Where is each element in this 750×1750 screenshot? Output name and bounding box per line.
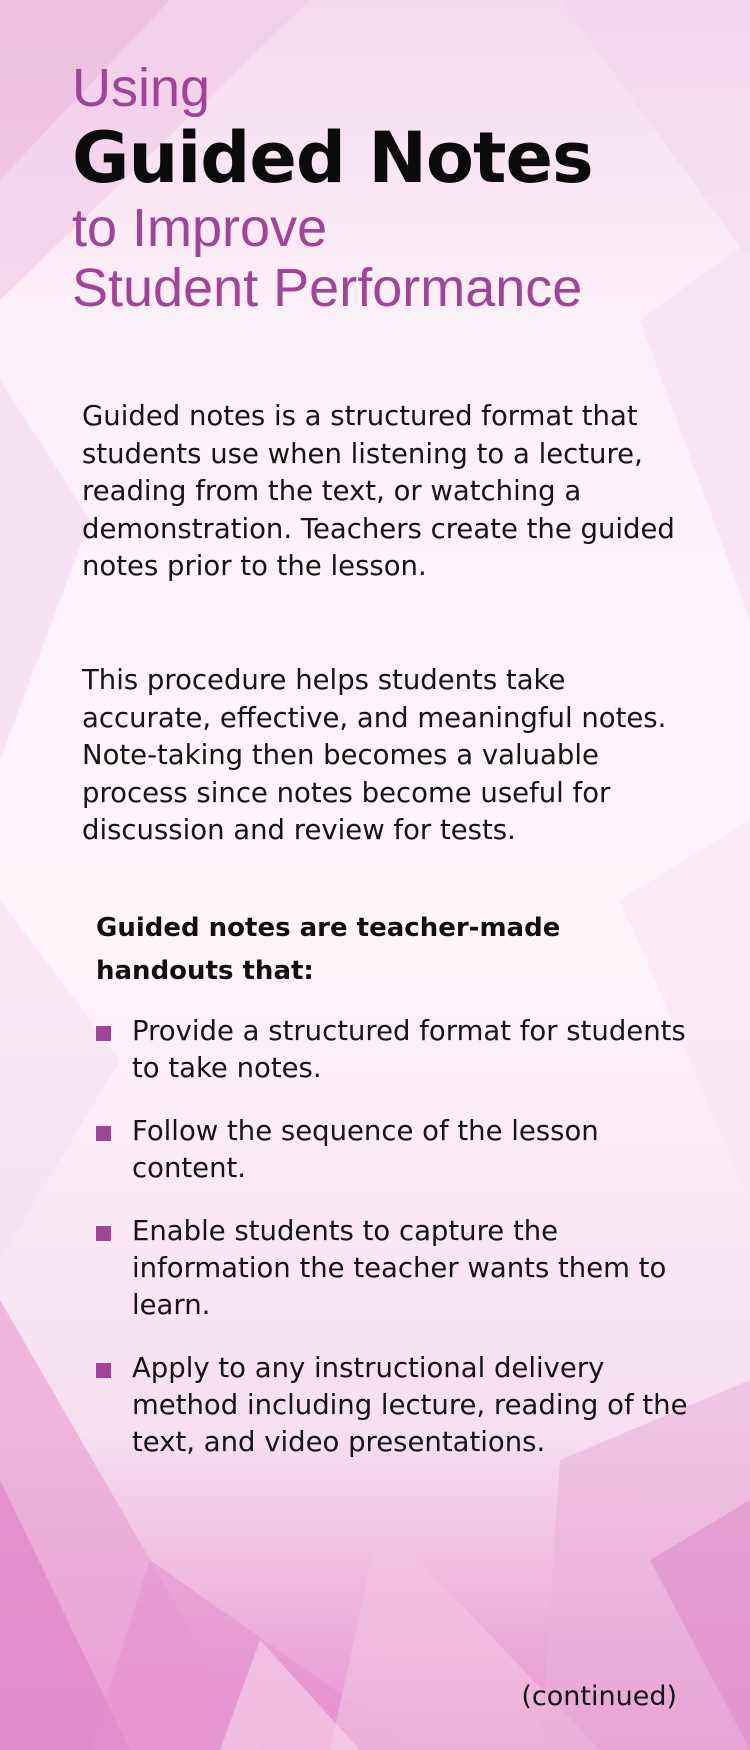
square-bullet-icon [96, 1363, 111, 1378]
title-line-using: Using [72, 58, 211, 118]
square-bullet-icon [96, 1126, 111, 1141]
list-item-text: Enable students to capture the information the teacher wants them to learn. [132, 1215, 667, 1321]
title-line-to-improve: to Improve [72, 198, 328, 258]
continued-label: (continued) [521, 1681, 677, 1712]
square-bullet-icon [96, 1226, 111, 1241]
list-item [96, 1113, 696, 1187]
title-line-guided-notes: Guided Notes [72, 117, 593, 199]
list-subheading: Guided notes are teacher-made handouts that: [96, 913, 561, 986]
square-bullet-icon [96, 1026, 111, 1041]
feature-list [96, 1013, 696, 1487]
list-item [96, 1013, 696, 1087]
list-item-text: Apply to any instructional delivery method including lecture, reading of the text, and video presentations. [132, 1352, 688, 1458]
page-title [72, 58, 712, 318]
intro-paragraph: Guided notes is a structured format that students use when listening to a lecture, reading from the text, or watching a demonstration. Teachers create the guided notes prior to the lesson. [82, 400, 675, 582]
title-line-student-performance: Student Performance [72, 258, 583, 318]
list-item [96, 1350, 696, 1461]
list-item [96, 1213, 696, 1324]
benefit-paragraph: This procedure helps students take accurate, effective, and meaningful notes. Note-taking then becomes a valuable process since notes become useful for discussion and review for tests. [82, 664, 667, 846]
list-item-text: Provide a structured format for students to take notes. [132, 1015, 686, 1084]
list-item-text: Follow the sequence of the lesson content. [132, 1115, 599, 1184]
